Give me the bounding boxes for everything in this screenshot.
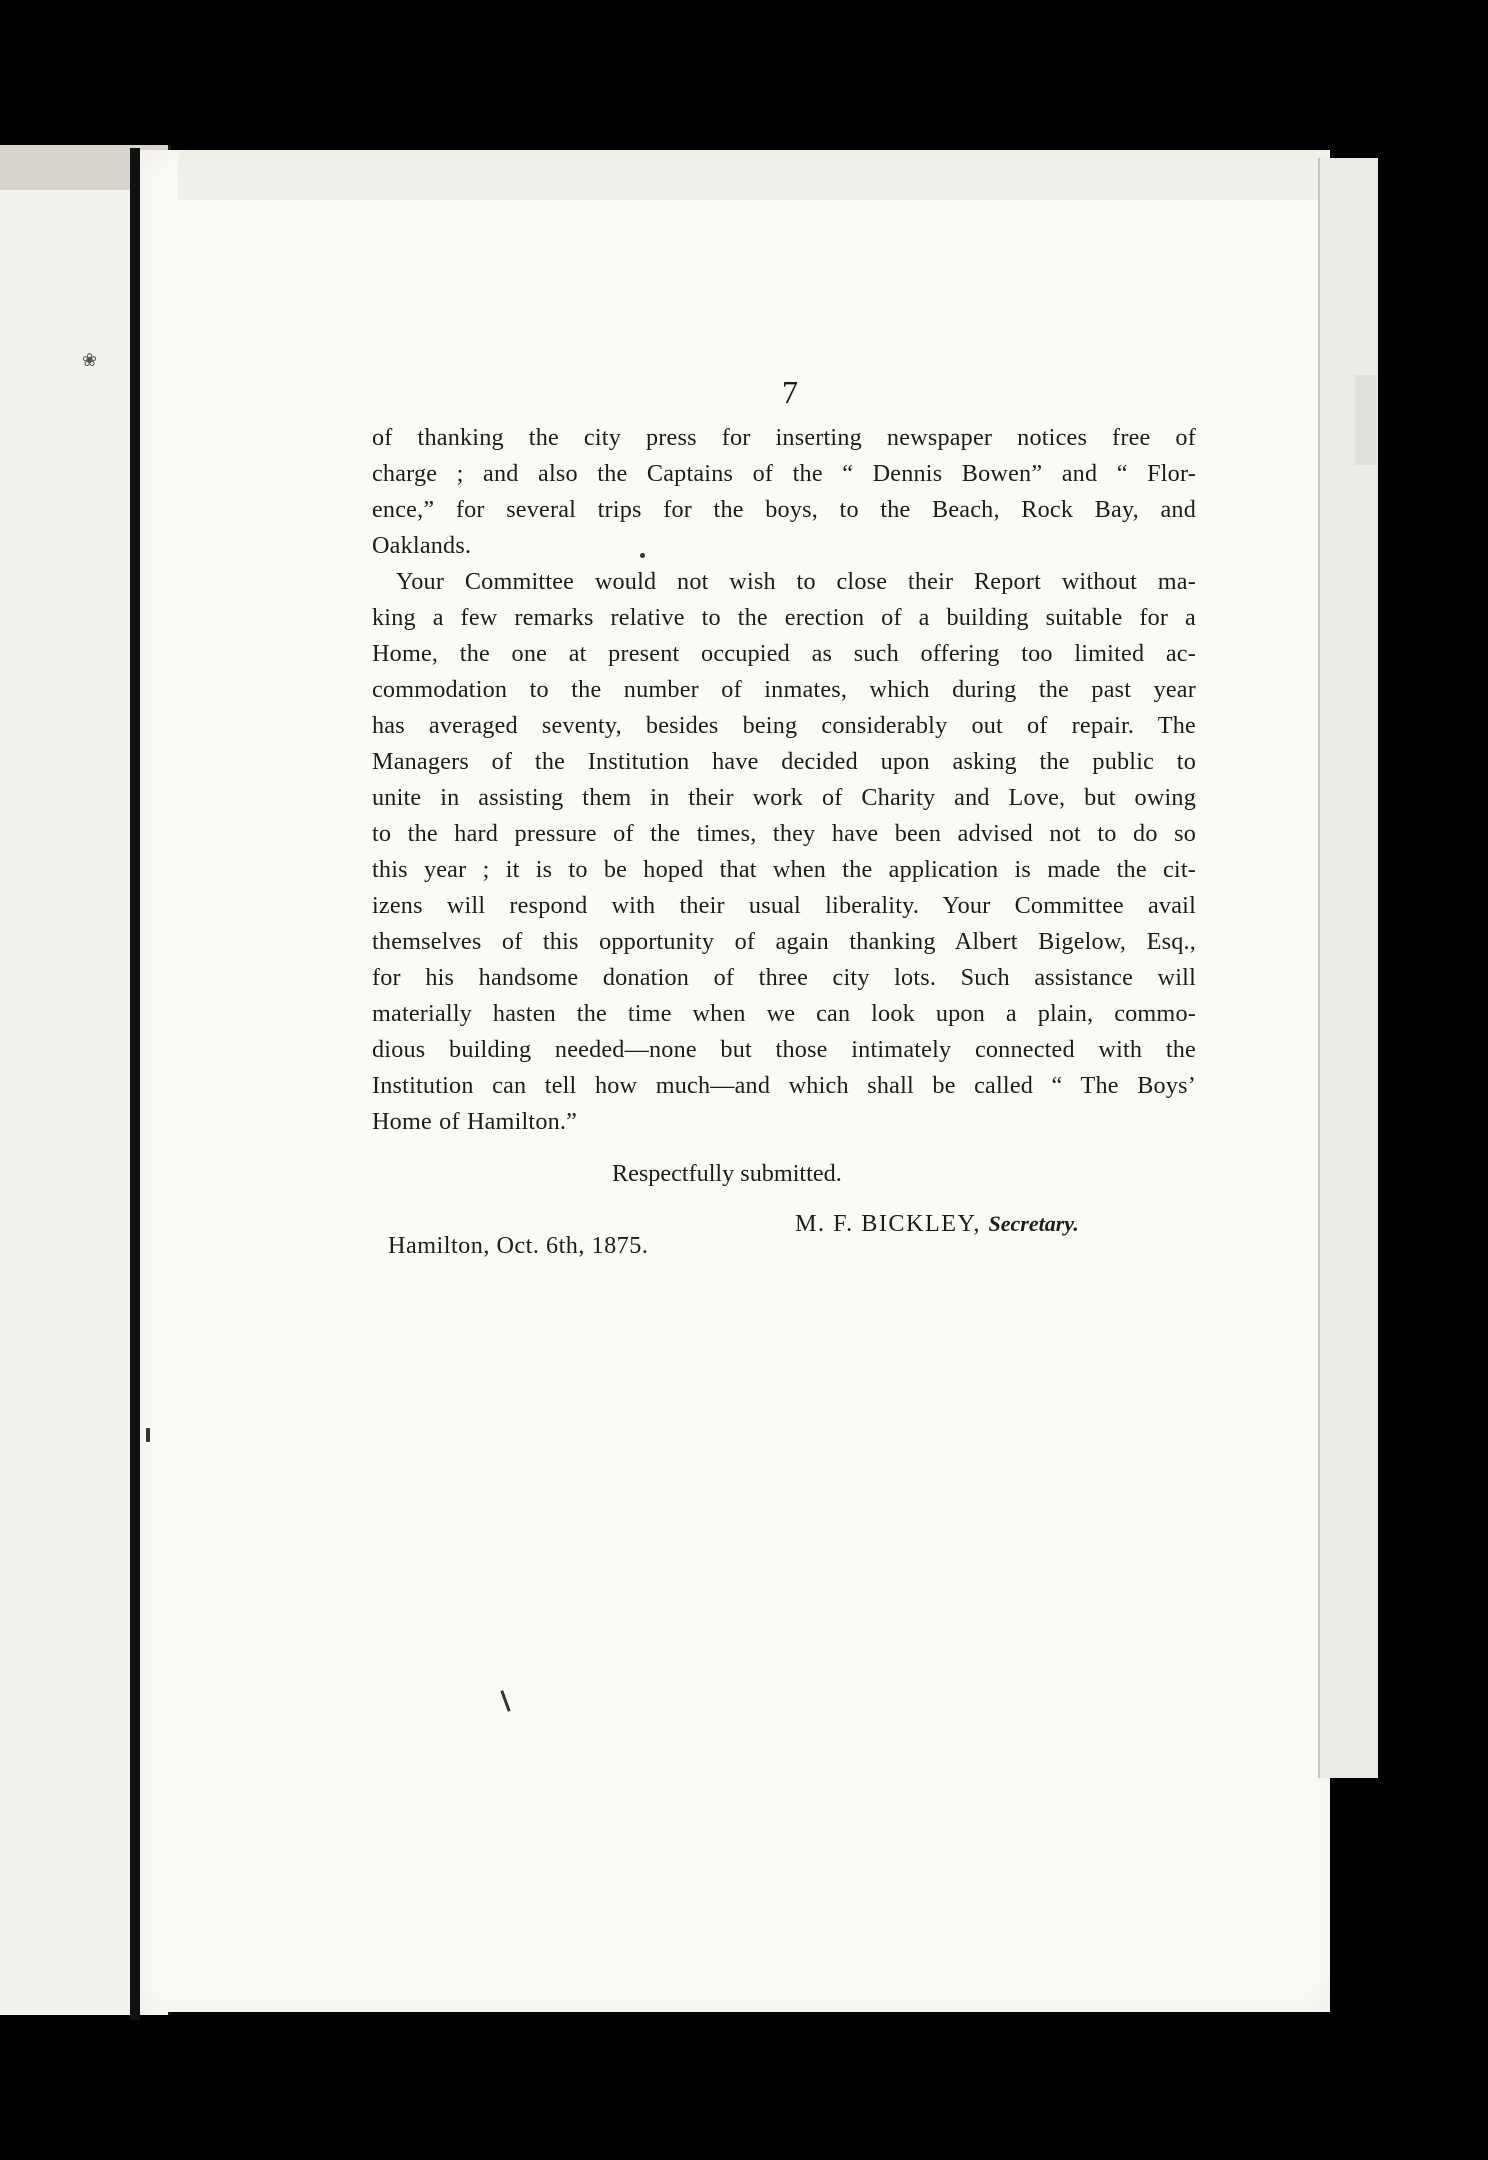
text-line: has averaged seventy, besides being considerably out of repair. The — [372, 712, 1196, 739]
closing-line: Respectfully submitted. — [612, 1160, 842, 1187]
page-number: 7 — [782, 374, 798, 410]
ink-blot-mark: ❀ — [82, 350, 98, 370]
signature-name: M. F. BICKLEY, — [795, 1210, 981, 1237]
body-text — [372, 420, 1196, 1140]
text-line: Your Committee would not wish to close their Report without ma- — [396, 568, 1196, 595]
print-speck — [640, 553, 645, 558]
text-line: themselves of this opportunity of again thanking Albert Bigelow, Esq., — [372, 928, 1196, 955]
text-line: Oaklands. — [372, 532, 472, 559]
text-line: izens will respond with their usual liberality. Your Committee avail — [372, 892, 1196, 919]
text-line: of thanking the city press for inserting newspaper notices free of — [372, 424, 1196, 451]
text-line: unite in assisting them in their work of Charity and Love, but owing — [372, 784, 1196, 811]
dateline: Hamilton, Oct. 6th, 1875. — [388, 1232, 649, 1259]
text-line: Managers of the Institution have decided upon asking the public to — [372, 748, 1196, 775]
text-line: Home of Hamilton.” — [372, 1108, 578, 1135]
text-line: dious building needed—none but those intimately connected with the — [372, 1036, 1196, 1063]
text-line: for his handsome donation of three city lots. Such assistance will — [372, 964, 1196, 991]
text-line: Home, the one at present occupied as such offering too limited ac- — [372, 640, 1196, 667]
text-line: Institution can tell how much—and which shall be called “ The Boys’ — [372, 1072, 1196, 1099]
text-line: this year ; it is to be hoped that when the application is made the cit- — [372, 856, 1196, 883]
text-line: to the hard pressure of the times, they have been advised not to do so — [372, 820, 1196, 847]
torn-page-edge — [1355, 375, 1377, 465]
page-top-edge — [178, 150, 1328, 200]
signature-title: Secretary. — [988, 1211, 1079, 1236]
text-line: commodation to the number of inmates, which during the past year — [372, 676, 1196, 703]
text-line: king a few remarks relative to the erection of a building suitable for a — [372, 604, 1196, 631]
print-speck — [146, 1428, 150, 1442]
book-gutter — [130, 148, 140, 2020]
text-line: ence,” for several trips for the boys, to the Beach, Rock Bay, and — [372, 496, 1196, 523]
text-line: materially hasten the time when we can look upon a plain, commo- — [372, 1000, 1196, 1027]
signature-line — [795, 1210, 1079, 1238]
text-line: charge ; and also the Captains of the “ Dennis Bowen” and “ Flor- — [372, 460, 1196, 487]
